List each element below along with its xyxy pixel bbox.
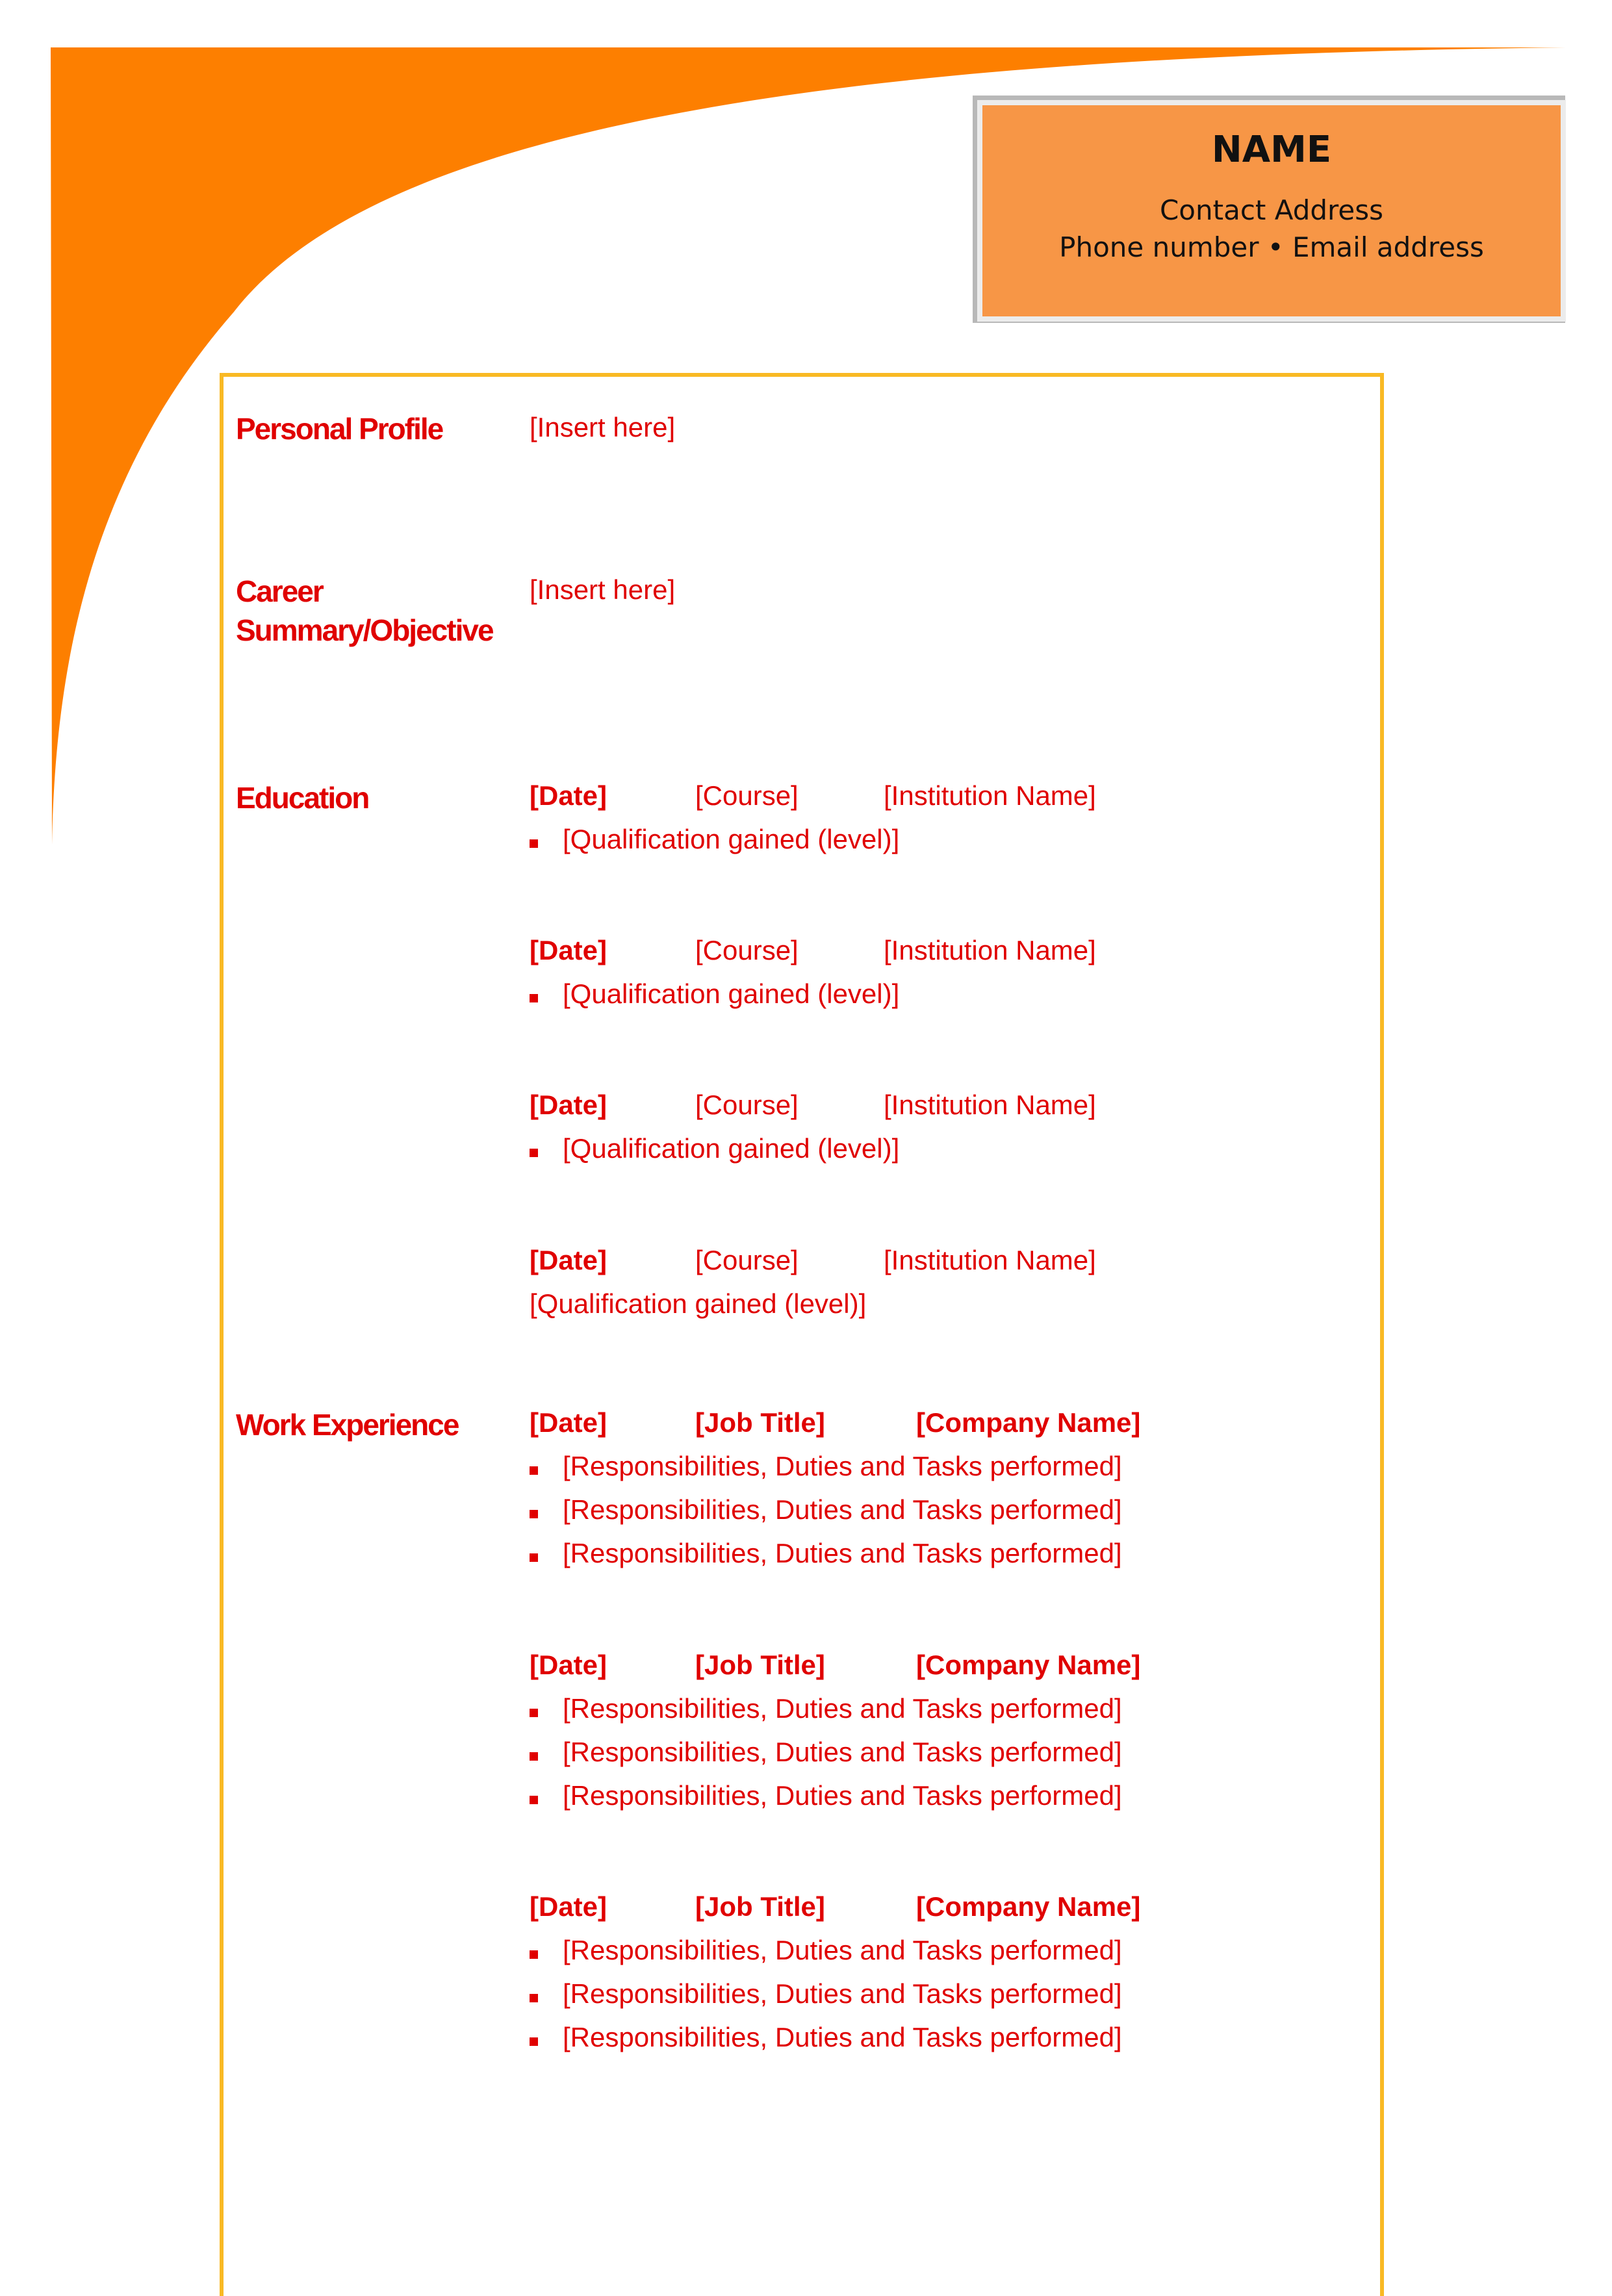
education-date: [Date]: [530, 780, 608, 811]
education-course: [Course]: [695, 1245, 799, 1275]
section-label-career-summary: Career Summary/Objective: [236, 574, 493, 647]
education-qualification: [Qualification gained (level)]: [530, 1288, 867, 1319]
bullet-icon: [530, 994, 538, 1002]
section-label-education: Education: [236, 781, 369, 815]
education-course: [Course]: [695, 780, 799, 811]
work-duty: [Responsibilities, Duties and Tasks performed]: [563, 2022, 1122, 2052]
work-job-title: [Job Title]: [695, 1650, 825, 1680]
education-course: [Course]: [695, 935, 799, 965]
education-qualification: [Qualification gained (level)]: [563, 824, 900, 854]
work-duty: [Responsibilities, Duties and Tasks performed]: [563, 1451, 1122, 1481]
bullet-icon: [530, 1466, 538, 1475]
education-date: [Date]: [530, 1245, 608, 1275]
education-institution: [Institution Name]: [884, 935, 1096, 965]
education-qualification: [Qualification gained (level)]: [563, 978, 900, 1009]
education-date: [Date]: [530, 935, 608, 965]
work-company: [Company Name]: [916, 1891, 1141, 1922]
bullet-icon: [530, 1994, 538, 2002]
candidate-name: NAME: [1211, 129, 1332, 171]
education-date: [Date]: [530, 1090, 608, 1120]
bullet-icon: [530, 1709, 538, 1717]
bullet-icon: [530, 1149, 538, 1157]
bullet-icon: [530, 1950, 538, 1959]
career-content: [Insert here]: [530, 574, 676, 605]
bullet-icon: [530, 1796, 538, 1804]
bullet-icon: [530, 839, 538, 848]
section-label-personal-profile: Personal Profile: [236, 412, 443, 446]
work-duty: [Responsibilities, Duties and Tasks performed]: [563, 1780, 1122, 1811]
work-duty: [Responsibilities, Duties and Tasks performed]: [563, 1693, 1122, 1724]
bullet-icon: [530, 1752, 538, 1761]
education-institution: [Institution Name]: [884, 1090, 1096, 1120]
work-job-title: [Job Title]: [695, 1891, 825, 1922]
contact-address: Contact Address: [1159, 194, 1384, 226]
section-label-work-experience: Work Experience: [236, 1408, 459, 1442]
education-institution: [Institution Name]: [884, 1245, 1096, 1275]
education-qualification: [Qualification gained (level)]: [563, 1133, 900, 1164]
bullet-icon: [530, 1553, 538, 1562]
work-date: [Date]: [530, 1891, 608, 1922]
education-course: [Course]: [695, 1090, 799, 1120]
header-box: [977, 100, 1566, 322]
work-company: [Company Name]: [916, 1407, 1141, 1438]
work-company: [Company Name]: [916, 1650, 1141, 1680]
work-duty: [Responsibilities, Duties and Tasks performed]: [563, 1978, 1122, 2009]
profile-content: [Insert here]: [530, 412, 676, 442]
bullet-icon: [530, 1510, 538, 1518]
work-date: [Date]: [530, 1407, 608, 1438]
work-job-title: [Job Title]: [695, 1407, 825, 1438]
work-date: [Date]: [530, 1650, 608, 1680]
work-duty: [Responsibilities, Duties and Tasks performed]: [563, 1538, 1122, 1568]
work-duty: [Responsibilities, Duties and Tasks performed]: [563, 1935, 1122, 1965]
work-duty: [Responsibilities, Duties and Tasks performed]: [563, 1494, 1122, 1525]
education-institution: [Institution Name]: [884, 780, 1096, 811]
contact-details: Phone number • Email address: [1059, 231, 1484, 263]
bullet-icon: [530, 2037, 538, 2046]
work-duty: [Responsibilities, Duties and Tasks performed]: [563, 1737, 1122, 1767]
